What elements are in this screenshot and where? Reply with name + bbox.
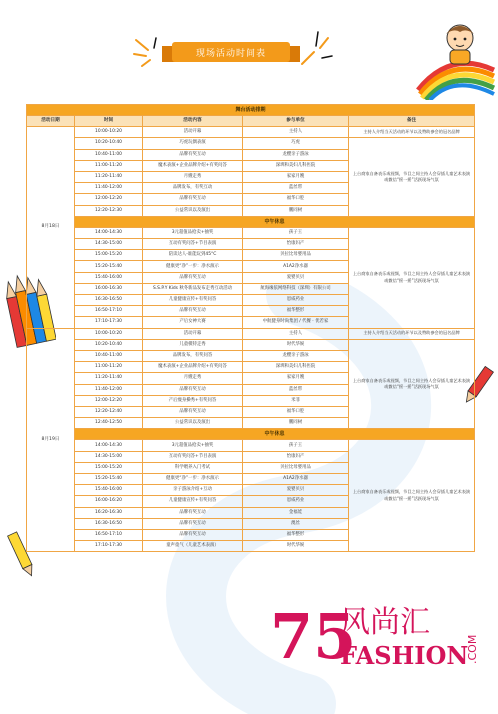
unit-cell: 家家月嫂 (243, 171, 349, 182)
logo-number: 75 (270, 600, 357, 670)
time-cell: 10:00-10:20 (75, 328, 143, 339)
content-cell: 活动开幕 (143, 127, 243, 138)
content-cell: 品牌有奖互动 (143, 194, 243, 205)
table-row (27, 138, 475, 149)
time-cell: 11:20-11:40 (75, 373, 143, 384)
time-cell: 12:40-12:50 (75, 418, 143, 429)
time-cell: 11:20-11:40 (75, 171, 143, 182)
unit-cell: 爱婴贝贝 (243, 272, 349, 283)
content-cell: 陪读达人-谁能玩到45°C (143, 250, 243, 261)
time-cell: 16:20-16:30 (75, 507, 143, 518)
col-unit: 参与单位 (243, 116, 349, 127)
time-cell: 16:30-16:50 (75, 295, 143, 306)
content-cell: 健康更“净”一步：净水演示 (143, 261, 243, 272)
time-cell: 17:10-17:30 (75, 317, 143, 328)
unit-cell: 恩威药业 (243, 496, 349, 507)
note-cell: 上台商家自备表乐或视频，节目之间主持人会穿插儿童艺术表演或微信“摇一摇”活跃现场气氛 (349, 440, 475, 552)
content-cell: 魔术表演+企业品牌介绍+有奖问答 (143, 362, 243, 373)
time-cell: 11:00-11:20 (75, 160, 143, 171)
sparkle-icon (296, 28, 336, 68)
note-cell: 上台商家自备表乐或视频，节目之间主持人会穿插儿童艺术表演或微信“摇一摇”活跃现场气氛 (349, 339, 475, 429)
content-cell: 月嫂走秀 (143, 373, 243, 384)
unit-cell: 孩子王 (243, 227, 349, 238)
col-note: 备注 (349, 116, 475, 127)
unit-cell: 福华整形 (243, 306, 349, 317)
note-cell: 主持人介绍当天活动的环节以及赞助参会的冠名品牌 (349, 328, 475, 339)
time-cell: 16:50-17:10 (75, 306, 143, 317)
content-cell: 互动有奖问答+节目表演 (143, 239, 243, 250)
note-cell: 主持人介绍当天活动的环节以及赞助参会的冠名品牌 (349, 127, 475, 138)
schedule-body (27, 127, 475, 552)
unit-cell: 恩威药业 (243, 295, 349, 306)
time-cell: 11:40-12:00 (75, 183, 143, 194)
content-cell: 巧虎玩偶表演 (143, 138, 243, 149)
lunch-break-row (27, 216, 475, 227)
logo-domain: .COM (466, 634, 479, 664)
unit-cell: 福华口腔 (243, 194, 349, 205)
schedule-table (26, 104, 475, 552)
table-header-row (27, 116, 475, 127)
unit-cell: 航海缘依网络科技（深圳）有限公司 (243, 283, 349, 294)
unit-cell: 龙樱亲子游泳 (243, 350, 349, 361)
col-date: 活动日期 (27, 116, 75, 127)
date-cell: 8月18日 (27, 127, 75, 328)
unit-cell: 米菲 (243, 395, 349, 406)
logo-en: FASHION (340, 641, 469, 670)
unit-cell: 蓝丝带 (243, 384, 349, 395)
unit-cell: 鹏同树 (243, 205, 349, 216)
unit-cell: 时代华娱 (243, 541, 349, 552)
unit-cell: 孩子王 (243, 440, 349, 451)
content-cell: 品牌发布，有奖互动 (143, 183, 243, 194)
content-cell: 魔术表演+企业品牌介绍+有奖问答 (143, 160, 243, 171)
unit-cell: 深圳和美妇儿科医院 (243, 160, 349, 171)
content-cell: 科学喂养入门考试 (143, 462, 243, 473)
unit-cell: 主持人 (243, 328, 349, 339)
page-title: 现场活动时间表 (172, 42, 290, 62)
unit-cell: 鹏同树 (243, 418, 349, 429)
time-cell: 12:20-12:30 (75, 205, 143, 216)
time-cell: 10:20-10:40 (75, 138, 143, 149)
content-cell: 品牌有奖互动 (143, 507, 243, 518)
time-cell: 11:00-11:20 (75, 362, 143, 373)
content-cell: 月嫂走秀 (143, 171, 243, 182)
content-cell: 品牌有奖互动 (143, 384, 243, 395)
content-cell: 健康更“净”一步：净水演示 (143, 474, 243, 485)
time-cell: 15:40-16:00 (75, 272, 143, 283)
unit-cell: A1A2净水器 (243, 474, 349, 485)
lunch-break-row (27, 429, 475, 440)
time-cell: 10:20-10:40 (75, 339, 143, 350)
table-row (27, 440, 475, 451)
unit-cell: 福华口腔 (243, 406, 349, 417)
content-cell: 活动开幕 (143, 328, 243, 339)
time-cell: 12:00-12:20 (75, 194, 143, 205)
content-cell: 品牌有奖互动 (143, 149, 243, 160)
table-banner: 舞台活动排期 (27, 105, 475, 116)
unit-cell: 怡康妇产 (243, 451, 349, 462)
unit-cell: 时代华娱 (243, 339, 349, 350)
unit-cell: 贝拉比母婴用品 (243, 462, 349, 473)
content-cell: 产后瘦身操秀+有奖问答 (143, 395, 243, 406)
content-cell: 品牌有奖互动 (143, 306, 243, 317)
content-cell: 品牌有奖互动 (143, 518, 243, 529)
content-cell: 产后女神大赛 (143, 317, 243, 328)
unit-cell: 金福娃 (243, 507, 349, 518)
unit-cell: 中航健身时尚集团 / 代餐 · 优若家 (243, 317, 349, 328)
time-cell: 10:40-11:00 (75, 149, 143, 160)
unit-cell: 巧虎 (243, 138, 349, 149)
logo-cn: 风尚汇 (340, 605, 430, 640)
time-cell: 15:20-15:40 (75, 474, 143, 485)
content-cell: 品牌有奖互动 (143, 272, 243, 283)
time-cell: 17:10-17:30 (75, 541, 143, 552)
time-cell: 16:30-16:50 (75, 518, 143, 529)
time-cell: 14:30-15:00 (75, 451, 143, 462)
unit-cell: 龙樱亲子游泳 (243, 149, 349, 160)
sparkle-icon (132, 36, 168, 70)
time-cell: 10:00-10:20 (75, 127, 143, 138)
time-cell: 14:00-14:30 (75, 440, 143, 451)
note-cell: 上台商家自备表乐或视频，节目之间主持人会穿插儿童艺术表演或微信“摇一摇”活跃现场气氛 (349, 227, 475, 328)
table-row (27, 339, 475, 350)
content-cell: 童声童气（儿童艺术表演） (143, 541, 243, 552)
unit-cell: 深圳和美妇儿科医院 (243, 362, 349, 373)
content-cell: 儿童健康宣传+有奖问答 (143, 496, 243, 507)
unit-cell: 爱婴贝贝 (243, 485, 349, 496)
note-cell: 上台商家自备表乐或视频，节目之间主持人会穿插儿童艺术表演或微信“摇一摇”活跃现场气氛 (349, 138, 475, 216)
unit-cell: 家家月嫂 (243, 373, 349, 384)
time-cell: 15:00-15:20 (75, 462, 143, 473)
content-cell: 品牌发布，有奖问答 (143, 350, 243, 361)
content-cell: 互动有奖问答+节目表演 (143, 451, 243, 462)
unit-cell: 福华整形 (243, 529, 349, 540)
content-cell: S.S.P.Y Kids 秋冬新品发布走秀互动活动 (143, 283, 243, 294)
time-cell: 16:00-16:20 (75, 496, 143, 507)
schedule-table-container (26, 104, 474, 644)
content-cell: 品牌有奖互动 (143, 406, 243, 417)
site-logo (270, 600, 490, 670)
time-cell: 15:40-16:00 (75, 485, 143, 496)
content-cell: 儿童健康宣传+有奖问答 (143, 295, 243, 306)
unit-cell: A1A2净水器 (243, 261, 349, 272)
date-cell: 8月19日 (27, 328, 75, 552)
time-cell: 10:40-11:00 (75, 350, 143, 361)
content-cell: 3元超值品抢卖+抽奖 (143, 227, 243, 238)
table-row (27, 127, 475, 138)
content-cell: 儿童模特走秀 (143, 339, 243, 350)
time-cell: 12:00-12:20 (75, 395, 143, 406)
content-cell: 品牌有奖互动 (143, 529, 243, 540)
time-cell: 16:50-17:10 (75, 529, 143, 540)
time-cell: 14:00-14:30 (75, 227, 143, 238)
content-cell: 亲子游泳介绍+互动 (143, 485, 243, 496)
col-content: 活动内容 (143, 116, 243, 127)
time-cell: 16:00-16:30 (75, 283, 143, 294)
unit-cell: 澳丝 (243, 518, 349, 529)
time-cell: 15:20-15:40 (75, 261, 143, 272)
break-label: 中午休息 (75, 429, 475, 440)
table-row (27, 328, 475, 339)
unit-cell: 蓝丝带 (243, 183, 349, 194)
time-cell: 11:40-12:00 (75, 384, 143, 395)
content-cell: 3元超值品抢卖+抽奖 (143, 440, 243, 451)
break-label: 中午休息 (75, 216, 475, 227)
col-time: 时间 (75, 116, 143, 127)
time-cell: 12:20-12:40 (75, 406, 143, 417)
unit-cell: 主持人 (243, 127, 349, 138)
child-on-rainbow-illustration (410, 20, 496, 100)
table-row (27, 227, 475, 238)
time-cell: 15:00-15:20 (75, 250, 143, 261)
unit-cell: 怡康妇产 (243, 239, 349, 250)
content-cell: 公益常识以及演出 (143, 418, 243, 429)
time-cell: 14:30-15:00 (75, 239, 143, 250)
unit-cell: 贝拉比母婴用品 (243, 250, 349, 261)
content-cell: 公益常识以及演出 (143, 205, 243, 216)
